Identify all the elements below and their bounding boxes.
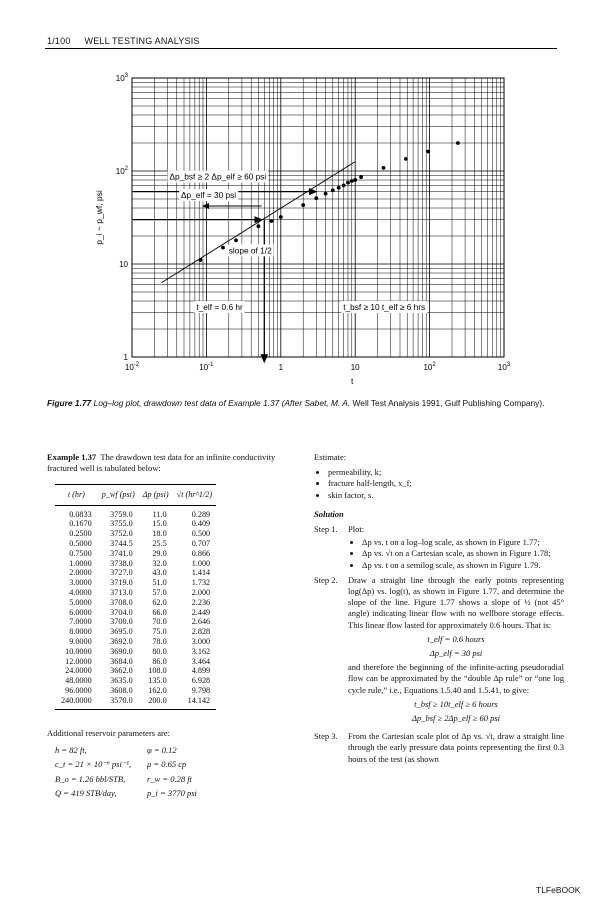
estimate-list xyxy=(314,467,564,501)
tick-label: 10 xyxy=(119,260,128,269)
table-cell: 0.707 xyxy=(191,539,211,548)
table-cell: 51.0 xyxy=(152,578,167,588)
data-point xyxy=(221,246,225,250)
table-cell: 3690.0 xyxy=(110,646,133,656)
plot-item: • Δp vs. t on a semilog scale, as shown in Figure 1.79. xyxy=(362,560,564,571)
table-cell: 3.162 xyxy=(191,646,211,656)
table-row xyxy=(55,568,216,578)
tick-label: 1 xyxy=(123,353,128,362)
data-point xyxy=(382,166,386,170)
table-cell: 3692.0 xyxy=(110,636,133,646)
table-cell: 3741.0 xyxy=(110,548,133,558)
step-label: Step 2. xyxy=(314,574,338,585)
table-cell: 15.0 xyxy=(152,519,167,529)
table-cell: 0.289 xyxy=(191,509,211,519)
caption-text: Log–log plot, drawdown test data of Example 1.37 (After Sabet, M. A. xyxy=(93,398,351,408)
step-text: Draw a straight line through the early points representing log(Δp) vs. log(t), as shown in Figure 1.77, and determine the slope of the line. Figure 1.77 shows a slope of ½ (not 45° angle) indicating linear flow with no wellbore storage effects. This linear flow lasted for approximately 0.6 hours. That is: xyxy=(348,574,564,630)
plot-list xyxy=(348,537,564,571)
equation: Δp_elf = 30 psi xyxy=(429,648,483,659)
table-cell: 7.0000 xyxy=(69,617,92,627)
annotation-slope: slope of 1/2 xyxy=(228,245,272,256)
table-cell: 24.0000 xyxy=(65,666,92,676)
params-title: Additional reservoir parameters are: xyxy=(47,727,170,738)
table-row xyxy=(55,666,216,676)
table-cell: 1.000 xyxy=(191,558,211,568)
tick-label: $10^2$ xyxy=(115,166,128,176)
column-header: √t (hr^1/2) xyxy=(173,485,216,505)
param-row xyxy=(55,759,303,774)
solution-heading: Solution xyxy=(314,508,344,519)
tick-label: $10^{-1}$ xyxy=(199,362,214,372)
step-label: Step 3. xyxy=(314,731,338,742)
table-cell: 14.142 xyxy=(173,696,216,709)
table-cell: 0.1670 xyxy=(69,519,92,529)
tick-label: $10^2$ xyxy=(423,362,436,372)
figure-caption xyxy=(47,398,567,409)
chart-grid xyxy=(132,78,504,357)
data-point xyxy=(257,224,261,228)
params-list xyxy=(55,745,303,803)
equation: t_bsf ≥ 10t_elf ≥ 6 hours xyxy=(414,698,498,709)
table-cell: 48.0000 xyxy=(65,676,92,686)
step-text: Plot: xyxy=(348,524,365,535)
table-cell: 1.0000 xyxy=(69,558,92,568)
param-value: Q = 419 STB/day, xyxy=(55,788,117,799)
example-text: The drawdown test data for an infinite conductivity fractured well is tabulated below: xyxy=(47,452,276,474)
table-cell: 240.0000 xyxy=(55,696,98,709)
table-cell: 162.0 xyxy=(148,685,167,695)
table-cell: 66.0 xyxy=(152,607,167,617)
data-point xyxy=(342,184,346,188)
table-cell: 1.732 xyxy=(191,578,211,588)
table-cell: 4.899 xyxy=(191,666,211,676)
data-point xyxy=(199,258,203,262)
data-point xyxy=(234,238,238,242)
step-text: From the Cartesian scale plot of Δp vs. √t, draw a straight line through the early pressure data points representing the first 0.3 hours of the test (as shown xyxy=(348,731,564,764)
table-row xyxy=(55,696,216,709)
table-cell: 6.928 xyxy=(191,676,211,686)
table-row xyxy=(55,637,216,647)
table-cell: 3719.0 xyxy=(110,578,133,588)
data-point xyxy=(314,196,318,200)
table-cell: 86.0 xyxy=(152,656,167,666)
table-row xyxy=(55,529,216,539)
table-cell: 5.0000 xyxy=(69,597,92,607)
table-cell: 0.7500 xyxy=(69,548,92,558)
param-value: μ = 0.65 cp xyxy=(147,759,187,770)
data-point xyxy=(324,192,328,196)
table-row xyxy=(55,559,216,569)
param-value: φ = 0.12 xyxy=(147,744,177,755)
table-cell: 3759.0 xyxy=(110,509,133,519)
table-cell: 3662.0 xyxy=(110,666,133,676)
table-cell: 3695.0 xyxy=(110,627,133,637)
data-point xyxy=(404,157,408,161)
table-cell: 3.0000 xyxy=(69,578,92,588)
param-row xyxy=(55,788,303,803)
table-cell: 0.0833 xyxy=(69,509,92,519)
example-title: Example 1.37 xyxy=(47,452,97,462)
data-point xyxy=(346,181,350,185)
data-table xyxy=(55,484,216,709)
table-cell: 3608.0 xyxy=(110,685,133,695)
table-cell: 3.000 xyxy=(191,636,211,646)
column-header: t (hr) xyxy=(55,485,98,505)
example-intro xyxy=(47,452,303,474)
table-cell: 32.0 xyxy=(152,558,167,568)
page-number: 1/100 xyxy=(47,36,71,46)
table-cell: 9.0000 xyxy=(69,636,92,646)
table-cell: 2.449 xyxy=(191,607,211,617)
table-row xyxy=(55,598,216,608)
table-row xyxy=(55,657,216,667)
table-cell: 43.0 xyxy=(152,568,167,578)
estimate-item: • permeability, k; xyxy=(328,467,564,478)
table-cell: 3570.0 xyxy=(98,696,139,709)
table-row xyxy=(55,686,216,696)
table-cell: 2.646 xyxy=(191,617,211,627)
table-cell: 0.500 xyxy=(191,529,211,539)
table-cell: 3.464 xyxy=(191,656,211,666)
step-label: Step 1. xyxy=(314,524,338,535)
table-row xyxy=(55,627,216,637)
column-header: Δp (psi) xyxy=(139,485,173,505)
table-cell: 3727.0 xyxy=(110,568,133,578)
table-cell: 4.0000 xyxy=(69,587,92,597)
table-cell: 0.409 xyxy=(191,519,211,529)
annotation-dp-bsf: Δp_bsf ≥ 2 Δp_elf ≥ 60 psi xyxy=(169,171,267,182)
tick-label: $10^{-2}$ xyxy=(124,362,140,372)
data-point xyxy=(331,188,335,192)
table-cell: 11.0 xyxy=(152,509,167,519)
data-point xyxy=(359,175,363,179)
data-point xyxy=(350,179,354,183)
table-cell: 1.414 xyxy=(191,568,211,578)
table-cell: 0.866 xyxy=(191,548,211,558)
table-row xyxy=(55,647,216,657)
table-cell: 10.0000 xyxy=(65,646,92,656)
table-row xyxy=(55,505,216,519)
step-3 xyxy=(314,731,564,765)
table-cell: 18.0 xyxy=(152,529,167,539)
table-cell: 0.2500 xyxy=(69,529,92,539)
data-point xyxy=(270,219,274,223)
left-column xyxy=(47,452,303,803)
table-row xyxy=(55,676,216,686)
estimate-label: Estimate: xyxy=(314,452,347,462)
step-1 xyxy=(314,524,564,571)
table-row xyxy=(55,617,216,627)
table-row xyxy=(55,588,216,598)
table-cell: 3752.0 xyxy=(110,529,133,539)
table-cell: 2.828 xyxy=(191,627,211,637)
estimate-item: • skin factor, s. xyxy=(328,490,564,501)
data-point xyxy=(337,186,341,190)
table-cell: 75.0 xyxy=(152,627,167,637)
table-cell: 3704.0 xyxy=(110,607,133,617)
table-cell: 3708.0 xyxy=(110,597,133,607)
step-text: and therefore the beginning of the infinite-acting pseudoradial flow can be approximated by the “double Δp rule” or “one log cycle rule,” i.e., Equations 1.5.40 and 1.5.41, to give: xyxy=(348,662,564,695)
data-point xyxy=(301,203,305,207)
tick-label: $10^3$ xyxy=(115,73,128,83)
footer-watermark: TLFeBOOK xyxy=(536,885,581,895)
param-value: r_w = 0.28 ft xyxy=(147,773,192,784)
table-cell: 12.0000 xyxy=(65,656,92,666)
data-point xyxy=(279,215,283,219)
table-cell: 70.0 xyxy=(152,617,167,627)
table-cell: 8.0000 xyxy=(69,627,92,637)
data-point xyxy=(353,178,357,182)
annotation-t-bsf: t_bsf ≥ 10 t_elf ≥ 6 hrs xyxy=(343,302,426,313)
plot-item: • Δp vs. t on a log–log scale, as shown in Figure 1.77; xyxy=(362,537,564,548)
caption-source: Well Test Analysis 1991, Gulf Publishing Company). xyxy=(352,398,545,408)
tick-label: 1 xyxy=(278,363,284,372)
table-cell: 80.0 xyxy=(152,646,167,656)
table-cell: 0.5000 xyxy=(69,539,92,548)
table-cell: 3635.0 xyxy=(110,676,133,686)
param-value: p_i = 3770 psi xyxy=(147,788,197,799)
x-axis-label: t xyxy=(351,376,354,386)
table-row xyxy=(55,539,216,549)
running-title: WELL TESTING ANALYSIS xyxy=(84,36,200,46)
table-cell: 3700.0 xyxy=(110,617,133,627)
table-cell: 3755.0 xyxy=(110,519,133,529)
table-cell: 96.0000 xyxy=(65,685,92,695)
param-value: B_o = 1.26 bbl/STB, xyxy=(55,773,126,784)
tick-label: $10^3$ xyxy=(497,362,511,372)
table-cell: 62.0 xyxy=(152,597,167,607)
equation: t_elf = 0.6 hours xyxy=(427,633,485,644)
loglog-chart xyxy=(0,0,604,400)
table-cell: 3713.0 xyxy=(110,587,133,597)
param-value: h = 82 ft, xyxy=(55,744,87,755)
table-cell: 2.0000 xyxy=(69,568,92,578)
table-cell: 135.0 xyxy=(148,676,167,686)
annotation-t-elf: t_elf = 0.6 hr xyxy=(196,302,243,313)
param-row xyxy=(55,774,303,789)
equation: Δp_bsf ≥ 2Δp_elf ≥ 60 psi xyxy=(411,713,501,724)
table-cell: 3744.5 xyxy=(110,539,133,548)
table-cell: 200.0 xyxy=(139,696,173,709)
table-cell: 3684.0 xyxy=(110,656,133,666)
table-cell: 25.5 xyxy=(152,539,167,548)
table-row xyxy=(55,549,216,559)
data-point xyxy=(426,150,430,154)
table-cell: 2.236 xyxy=(191,597,211,607)
table-cell: 29.0 xyxy=(152,548,167,558)
param-row xyxy=(55,745,303,760)
table-row xyxy=(55,608,216,618)
table-cell: 78.0 xyxy=(152,636,167,646)
table-cell: 9.798 xyxy=(191,685,211,695)
table-cell: 3738.0 xyxy=(110,558,133,568)
table-row xyxy=(55,578,216,588)
annotation-dp-elf: Δp_elf = 30 psi xyxy=(181,190,237,201)
estimate-item: • fracture half-length, x_f; xyxy=(328,478,564,489)
right-column xyxy=(314,452,564,765)
data-point xyxy=(456,141,460,145)
tick-label: 10 xyxy=(350,363,360,372)
table-cell: 57.0 xyxy=(152,587,167,597)
figure-label: Figure 1.77 xyxy=(47,398,92,408)
plot-item: • Δp vs. √t on a Cartesian scale, as shown in Figure 1.78; xyxy=(362,548,564,559)
plot-frame xyxy=(132,78,504,357)
param-value: c_t = 21 × 10⁻⁶ psi⁻¹, xyxy=(55,759,132,770)
table-cell: 108.0 xyxy=(148,666,167,676)
table-row xyxy=(55,519,216,529)
table-cell: 6.0000 xyxy=(69,607,92,617)
step-2 xyxy=(314,575,564,727)
y-axis-label: p_i − p_wf, psi xyxy=(94,190,104,245)
table-cell: 2.000 xyxy=(191,587,211,597)
column-header: p_wf (psi) xyxy=(98,485,139,505)
